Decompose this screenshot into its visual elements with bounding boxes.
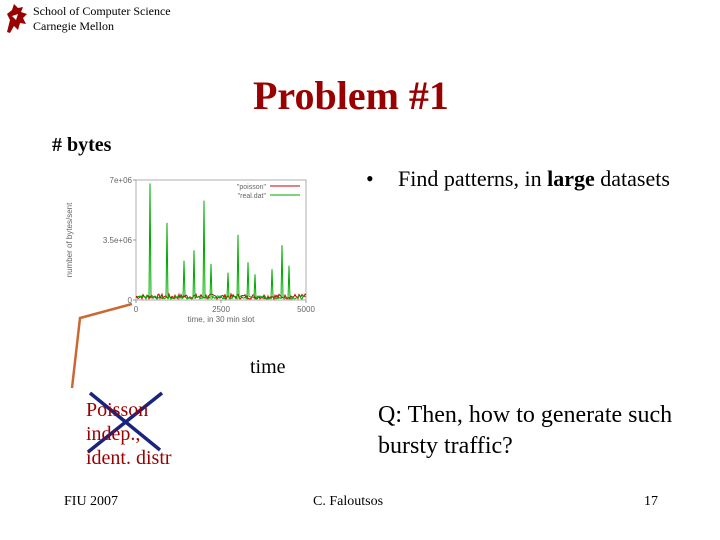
footer-venue: FIU 2007 — [64, 494, 119, 509]
legend-label-0: "poisson" — [236, 184, 266, 191]
time-label: time — [250, 356, 286, 378]
y-tick-label: 3.5e+06 — [102, 236, 132, 245]
school-line-1: School of Computer Science — [33, 4, 171, 18]
y-tick-label: 0 — [127, 296, 132, 305]
footer-author: C. Faloutsos — [313, 494, 384, 509]
page-number: 17 — [644, 494, 658, 509]
poisson-description — [86, 398, 172, 470]
poisson-line-2: indep., — [86, 423, 141, 445]
x-tick-label: 2500 — [212, 305, 230, 314]
school-line-2: Carnegie Mellon — [33, 19, 114, 33]
bytes-label: # bytes — [52, 134, 112, 156]
pointer-arrow — [72, 304, 132, 388]
bullet-dot-icon: • — [366, 166, 374, 191]
bullet-bold-word: large — [547, 166, 595, 191]
chart-y-axis-label: number of bytes/sent — [65, 202, 74, 278]
x-tick-label: 5000 — [297, 305, 315, 314]
question-text: Q: Then, how to generate such bursty traffic? — [378, 402, 673, 459]
slide-title: Problem #1 — [253, 73, 449, 118]
bullet-text: Find patterns, in large datasets — [398, 166, 670, 191]
x-tick-label: 0 — [133, 305, 139, 314]
poisson-line-3: ident. distr — [86, 447, 172, 469]
chart-x-axis-label: time, in 30 min slot — [187, 315, 255, 324]
poisson-line-1: Poisson — [86, 399, 149, 421]
y-tick-label: 7e+06 — [109, 176, 132, 185]
legend-label-1: "real.dat" — [237, 193, 266, 200]
